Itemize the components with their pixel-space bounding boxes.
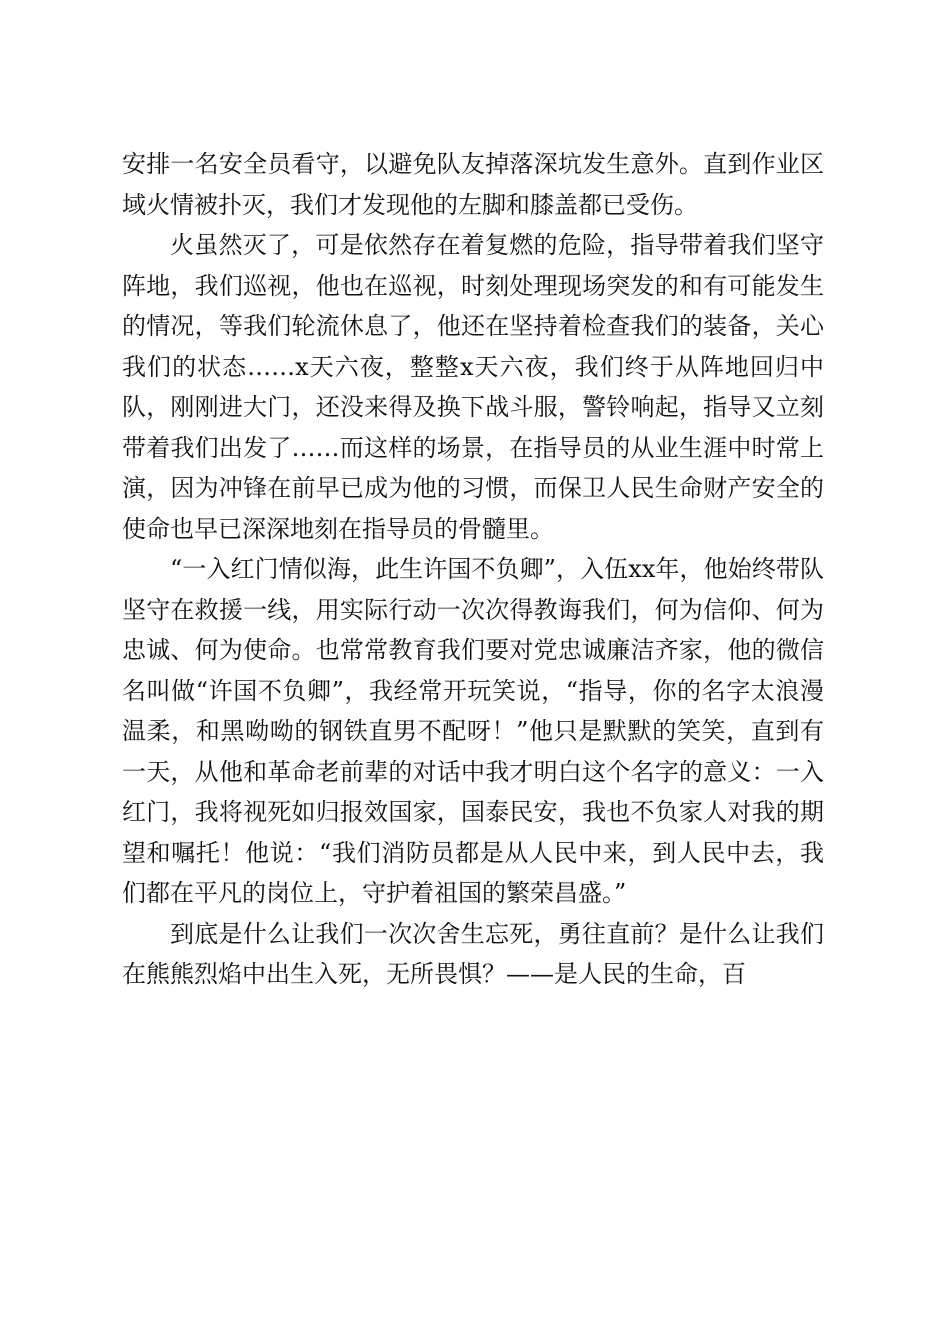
paragraph-1: 安排一名安全员看守，以避免队友掉落深坑发生意外。直到作业区域火情被扑灭，我们才发现他的左脚和膝盖都已受伤。	[122, 150, 824, 219]
paragraph-2: 火虽然灭了，可是依然存在着复燃的危险，指导带着我们坚守阵地，我们巡视，他也在巡视，时刻处理现场突发的和有可能发生的情况，等我们轮流休息了，他还在坚持着检查我们的装备，关心我们的状态……x天六夜，整整x天六夜，我们终于从阵地回归中队，刚刚进大门，还没来得及换下战斗服，警铃响起，指导又立刻带着我们出发了……而这样的场景，在指导员的从业生涯中时常上演，因为冲锋在前早已成为他的习惯，而保卫人民生命财产安全的使命也早已深深地刻在指导员的骨髓里。	[122, 231, 824, 543]
paragraph-4: 到底是什么让我们一次次舍生忘死，勇往直前？是什么让我们在熊熊烈焰中出生入死，无所畏惧？——是人民的生命，百	[122, 919, 824, 988]
paragraph-3: “一入红门情似海，此生许国不负卿”，入伍xx年，他始终带队坚守在救援一线，用实际行动一次次得教诲我们，何为信仰、何为忠诚、何为使命。也常常教育我们要对党忠诚廉洁齐家，他的微信名叫做“许国不负卿”，我经常开玩笑说，“指导，你的名字太浪漫温柔，和黑呦呦的钢铁直男不配呀！”他只是默默的笑笑，直到有一天，从他和革命老前辈的对话中我才明白这个名字的意义：一入红门，我将视死如归报效国家，国泰民安，我也不负家人对我的期望和嘱托！他说：“我们消防员都是从人民中来，到人民中去，我们都在平凡的岗位上，守护着祖国的繁荣昌盛。”	[122, 555, 824, 907]
document-body	[122, 144, 824, 995]
